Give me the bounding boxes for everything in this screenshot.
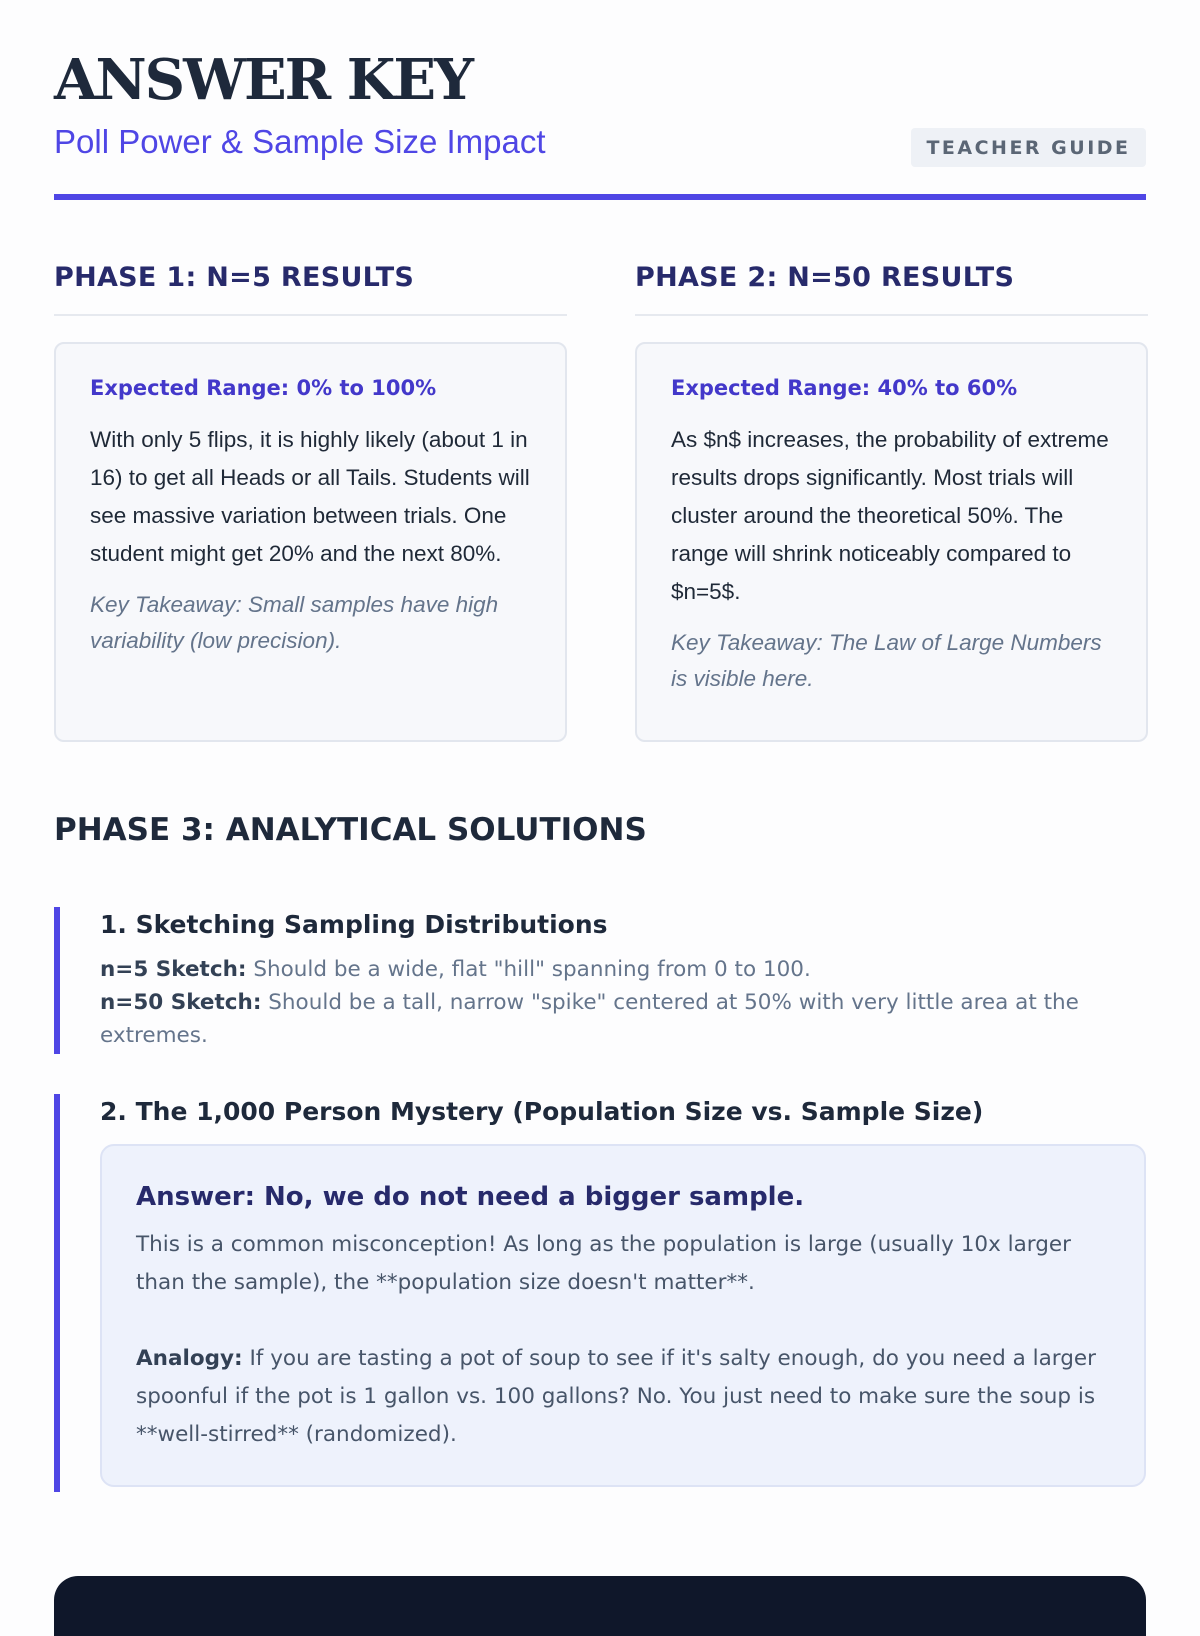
- n5-sketch-text: Should be a wide, flat "hill" spanning from 0 to 100.: [246, 956, 811, 982]
- phase-2-section: [635, 256, 1148, 742]
- phase-1-heading: PHASE 1: N=5 RESULTS: [54, 256, 567, 316]
- phase-2-takeaway: Key Takeaway: The Law of Large Numbers is visible here.: [671, 630, 1102, 692]
- solution-1-body: [100, 953, 1146, 1052]
- analogy-text: If you are tasting a pot of soup to see if it's salty enough, do you need a larger spoonful if the pot is 1 gallon vs. 100 gallons? No. You just need to make sure the soup is **well-stirred** (randomized).: [136, 1345, 1096, 1447]
- solution-1-title: 1. Sketching Sampling Distributions: [100, 910, 608, 939]
- answer-explanation: This is a common misconception! As long as the population is large (usually 10x larger than the sample), the **population size doesn't matter**.: [136, 1231, 1071, 1295]
- phase-2-expected-range: Expected Range: 40% to 60%: [671, 376, 1018, 400]
- answer-key-page: [54, 0, 1146, 1447]
- phase-1-section: [54, 256, 567, 742]
- footer-bar: [54, 1576, 1146, 1636]
- header-divider: [54, 194, 1146, 200]
- answer-box: [100, 1144, 1146, 1487]
- n50-sketch-label: n=50 Sketch:: [100, 989, 262, 1015]
- answer-heading: Answer: No, we do not need a bigger sample.: [136, 1181, 805, 1212]
- phase-2-card: [635, 342, 1148, 742]
- solution-2-title: 2. The 1,000 Person Mystery (Population Size vs. Sample Size): [100, 1097, 984, 1126]
- n50-sketch-line: [100, 986, 1146, 1052]
- phase-1-takeaway: Key Takeaway: Small samples have high variability (low precision).: [90, 592, 499, 654]
- teacher-guide-badge: TEACHER GUIDE: [911, 128, 1146, 167]
- phase-3-heading: PHASE 3: ANALYTICAL SOLUTIONS: [54, 812, 647, 848]
- solution-1: [54, 907, 1146, 1054]
- analogy-label: Analogy:: [136, 1345, 243, 1371]
- page-header: [54, 0, 1146, 200]
- page-subtitle: Poll Power & Sample Size Impact: [54, 123, 546, 160]
- phase-1-explanation: With only 5 flips, it is highly likely (about 1 in 16) to get all Heads or all Tails. Students will see massive variation between trials. One student might get 20% and the next 80%.: [90, 427, 530, 567]
- phase-1-expected-range: Expected Range: 0% to 100%: [90, 376, 437, 400]
- page-title: ANSWER KEY: [54, 47, 473, 113]
- phase-1-card: [54, 342, 567, 742]
- n5-sketch-label: n=5 Sketch:: [100, 956, 247, 982]
- solution-2: [54, 1094, 1146, 1492]
- n50-sketch-text: Should be a tall, narrow "spike" centered at 50% with very little area at the extremes.: [100, 989, 1079, 1048]
- analogy-paragraph: [136, 1340, 1110, 1454]
- phase-2-explanation: As $n$ increases, the probability of extreme results drops significantly. Most trials will cluster around the theoretical 50%. The range will shrink noticeably compared to $n=5$.: [671, 427, 1109, 605]
- n5-sketch-line: [100, 953, 1146, 986]
- phase-2-heading: PHASE 2: N=50 RESULTS: [635, 256, 1148, 316]
